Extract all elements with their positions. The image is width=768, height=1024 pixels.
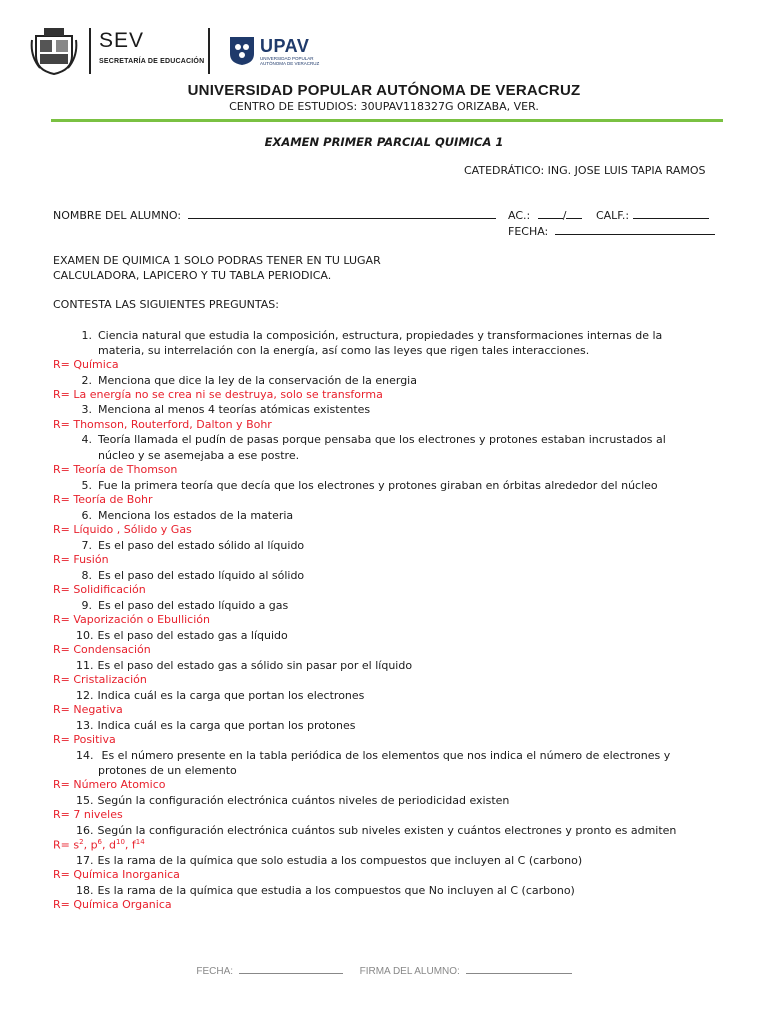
answer: R= La energía no se crea ni se destruya, solo se transforma (53, 388, 383, 401)
answer: R= Número Atomico (53, 778, 166, 791)
question-item: 4. Teoría llamada el pudín de pasas porque pensaba que los electrones y protones estaban incrustados al (81, 433, 666, 446)
sev-logo-title: SEV (99, 29, 145, 52)
instructions-line: EXAMEN DE QUIMICA 1 SOLO PODRAS TENER EN TU LUGAR (53, 254, 381, 267)
date-field (508, 225, 715, 238)
question-item: 6. Menciona los estados de la materia (81, 509, 294, 522)
answer: R= Condensación (53, 643, 151, 656)
answer: R= Cristalización (53, 673, 147, 686)
instructions-line: CALCULADORA, LAPICERO Y TU TABLA PERIODICA. (53, 269, 332, 282)
question-item: 10. Es el paso del estado gas a líquido (76, 629, 288, 642)
answer: R= Química Organica (53, 898, 172, 911)
grade-field: AC.: / CALF.: (508, 209, 709, 222)
student-name-label: NOMBRE DEL ALUMNO: (53, 209, 182, 222)
footer-signature-label: FIRMA DEL ALUMNO: (359, 966, 460, 977)
answer: R= Positiva (53, 733, 116, 746)
question-item: 8. Es el paso del estado líquido al sólido (81, 569, 305, 582)
ac-label: AC.: (508, 209, 531, 222)
answer: R= Fusión (53, 553, 109, 566)
page-footer (0, 965, 768, 977)
ac-blank (538, 209, 563, 219)
upav-logo-subtitle: UNIVERSIDAD POPULAR AUTÓNOMA DE VERACRUZ (260, 56, 320, 66)
answer: R= Solidificación (53, 583, 146, 596)
question-item: 18. Es la rama de la química que estudia a los compuestos que No incluyen al C (carbono) (76, 884, 575, 897)
university-name: UNIVERSIDAD POPULAR AUTÓNOMA DE VERACRUZ (187, 82, 581, 99)
question-item: 5. Fue la primera teoría que decía que los electrones y protones giraban en órbitas alrededor del núcleo (81, 479, 658, 492)
upav-shield-icon (229, 36, 255, 66)
instructions-line: CONTESTA LAS SIGUIENTES PREGUNTAS: (53, 298, 279, 311)
header-rule (51, 119, 723, 122)
student-name-field (53, 209, 496, 222)
question-item: 9. Es el paso del estado líquido a gas (81, 599, 289, 612)
answer: R= Vaporización o Ebullición (53, 613, 210, 626)
question-item: 15. Según la configuración electrónica cuántos niveles de periodicidad existen (76, 794, 510, 807)
footer-date-blank (239, 965, 343, 974)
answer: R= 7 niveles (53, 808, 123, 821)
date-blank (555, 225, 715, 235)
header-divider (208, 28, 210, 74)
calf-blank (633, 209, 709, 219)
answer: R= Negativa (53, 703, 123, 716)
sev-logo (99, 30, 204, 65)
header-divider (89, 28, 91, 74)
question-text: materia, su interrelación con la energía, así como las leyes que rigen tales interacciones. (98, 344, 590, 357)
calf-label: CALF.: (595, 209, 630, 222)
question-item: 11. Es el paso del estado gas a sólido sin pasar por el líquido (76, 659, 413, 672)
ac-total-blank (566, 209, 582, 219)
answer: R= Química (53, 358, 119, 371)
footer-signature-blank (466, 965, 572, 974)
question-text: núcleo y se asemejaba a ese postre. (98, 449, 300, 462)
question-item: 7. Es el paso del estado sólido al líquido (81, 539, 305, 552)
question-item: 1. Ciencia natural que estudia la composición, estructura, propiedades y transformaciones internas de la (81, 329, 663, 342)
student-name-blank (188, 209, 496, 219)
answer: R= Teoría de Thomson (53, 463, 178, 476)
answer: R= Teoría de Bohr (53, 493, 153, 506)
question-item: 16. Según la configuración electrónica cuántos sub niveles existen y cuántos electrones y pronto es admiten (76, 824, 677, 837)
answer-electron-configuration: $R= s^2$, $p^6$, $d^{10}$, $f^{14}$ (53, 838, 145, 852)
question-text: protones de un elemento (98, 764, 237, 777)
footer-date-label: FECHA: (196, 966, 234, 977)
question-item: 2. Menciona que dice la ley de la conservación de la energia (81, 374, 417, 387)
answer: R= Química Inorganica (53, 868, 180, 881)
answer: R= Líquido , Sólido y Gas (53, 523, 192, 536)
study-center: CENTRO DE ESTUDIOS: 30UPAV118327G ORIZABA, VER. (229, 100, 539, 113)
upav-logo-title: UPAV (260, 36, 310, 56)
question-item: 17. Es la rama de la química que solo estudia a los compuestos que incluyen al C (carbono) (76, 854, 583, 867)
exam-title: EXAMEN PRIMER PARCIAL QUIMICA 1 (264, 135, 504, 149)
sev-logo-subtitle: SECRETARÍA DE EDUCACIÓN (99, 58, 205, 65)
question-item: 13. Indica cuál es la carga que portan los protones (76, 719, 356, 732)
answer: R= Thomson, Routerford, Dalton y Bohr (53, 418, 272, 431)
question-item: 12. Indica cuál es la carga que portan los electrones (76, 689, 365, 702)
veracruz-seal-logo (30, 26, 78, 76)
question-item: 14. Es el número presente en la tabla periódica de los elementos que nos indica el número de electrones y (76, 749, 671, 762)
date-label: FECHA: (508, 225, 549, 238)
teacher-name: CATEDRÁTICO: ING. JOSE LUIS TAPIA RAMOS (464, 164, 706, 177)
question-item: 3. Menciona al menos 4 teorías atómicas existentes (81, 403, 371, 416)
